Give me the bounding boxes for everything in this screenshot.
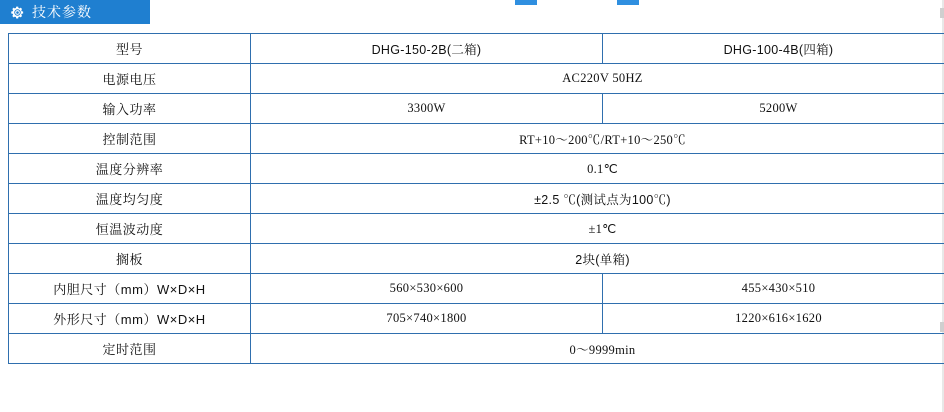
table-row-label: 内胆尺寸（mm）W×D×H — [9, 274, 251, 304]
table-row — [9, 214, 944, 244]
table-cell-value: DHG-150-2B(二箱) — [251, 34, 603, 64]
top-decoration-fragment-left — [515, 0, 537, 5]
table-row-label: 型号 — [9, 34, 251, 64]
table-cell-value: AC220V 50HZ — [251, 64, 944, 94]
table-cell-value: 705×740×1800 — [251, 304, 603, 334]
scrollbar-mark-top — [940, 8, 944, 18]
table-cell-value: 0.1℃ — [251, 154, 944, 184]
table-cell-value: 455×430×510 — [603, 274, 944, 304]
table-row-label: 控制范围 — [9, 124, 251, 154]
table-row-label: 定时范围 — [9, 334, 251, 364]
table-row-label: 电源电压 — [9, 64, 251, 94]
table-row — [9, 34, 944, 64]
gear-icon — [10, 5, 25, 20]
table-row — [9, 244, 944, 274]
table-row — [9, 304, 944, 334]
table-cell-value: RT+10～200℃/RT+10～250℃ — [251, 124, 944, 154]
table-row — [9, 274, 944, 304]
table-cell-value: ±2.5 ℃(测试点为100℃) — [251, 184, 944, 214]
table-row — [9, 94, 944, 124]
table-row — [9, 334, 944, 364]
table-cell-value: DHG-100-4B(四箱) — [603, 34, 944, 64]
table-cell-value: 3300W — [251, 94, 603, 124]
table-row-label: 温度均匀度 — [9, 184, 251, 214]
table-row-label: 搁板 — [9, 244, 251, 274]
table-cell-value: 5200W — [603, 94, 944, 124]
table-cell-value: ±1℃ — [251, 214, 944, 244]
section-tab-label: 技术参数 — [32, 4, 92, 20]
table-cell-value: 560×530×600 — [251, 274, 603, 304]
table-row-label: 外形尺寸（mm）W×D×H — [9, 304, 251, 334]
table-cell-value: 0～9999min — [251, 334, 944, 364]
section-tab-technical-parameters[interactable] — [0, 0, 150, 24]
table-row — [9, 64, 944, 94]
table-cell-value: 1220×616×1620 — [603, 304, 944, 334]
section-header — [0, 0, 944, 26]
table-row-label: 温度分辨率 — [9, 154, 251, 184]
top-decoration-fragment-right — [617, 0, 639, 5]
technical-parameters-table — [8, 33, 944, 364]
table-row-label: 恒温波动度 — [9, 214, 251, 244]
table-row — [9, 154, 944, 184]
table-row — [9, 184, 944, 214]
table-row-label: 输入功率 — [9, 94, 251, 124]
table-row — [9, 124, 944, 154]
table-cell-value: 2块(单箱) — [251, 244, 944, 274]
